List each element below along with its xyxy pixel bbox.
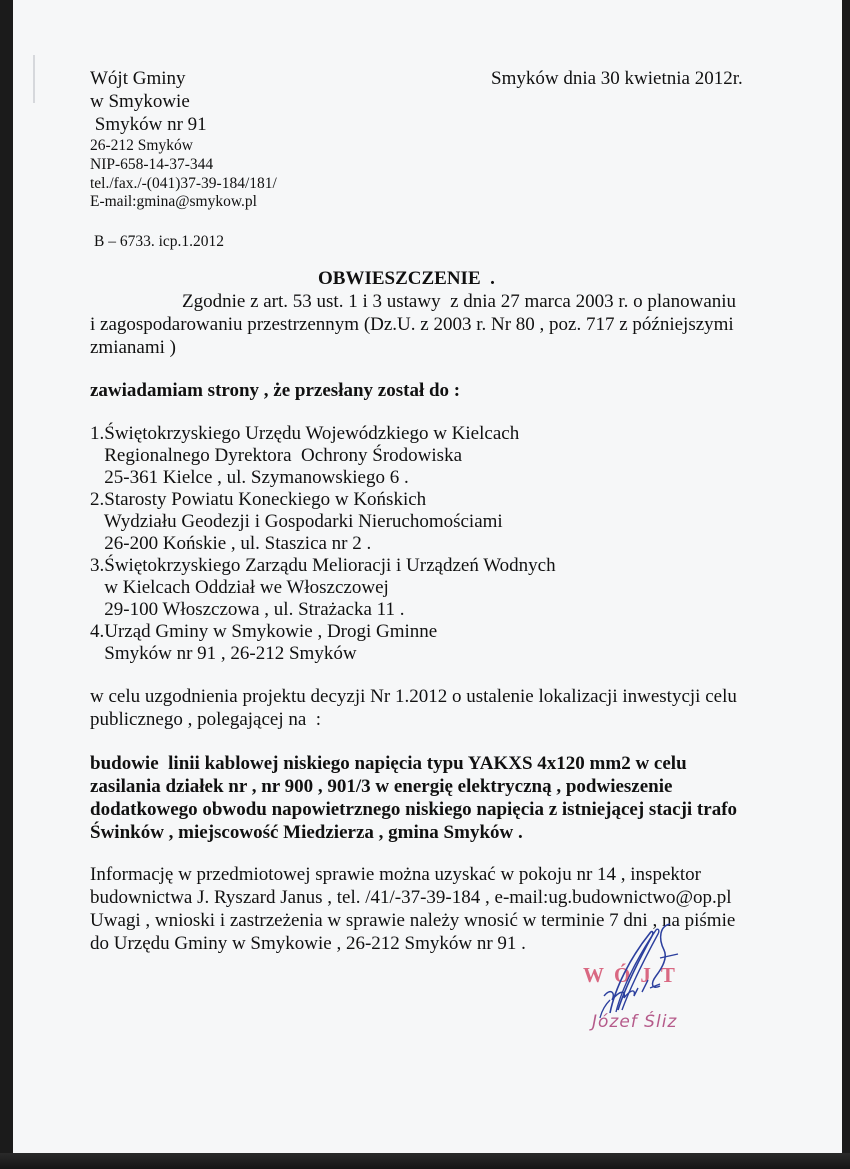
sender-phone: tel./fax./-(041)37-39-184/181/: [90, 175, 277, 192]
place-date: Smyków dnia 30 kwietnia 2012r.: [491, 68, 743, 89]
info-line: do Urzędu Gminy w Smykowie , 26-212 Smyków nr 91 .: [90, 933, 526, 954]
notice-heading: zawiadamiam strony , że przesłany został do :: [90, 380, 461, 401]
recipient-line: w Kielcach Oddział we Włoszczowej: [90, 577, 389, 598]
sender-line-3: Smyków nr 91: [90, 114, 207, 135]
document-title: OBWIESZCZENIE .: [318, 268, 495, 289]
purpose-line-2: publicznego , polegającej na :: [90, 709, 322, 730]
recipient-line: 3.Świętokrzyskiego Zarządu Melioracji i Urządzeń Wodnych: [90, 555, 556, 576]
investment-line: zasilania działek nr , nr 900 , 901/3 w energię elektryczną , podwieszenie: [90, 776, 673, 797]
recipient-line: 2.Starosty Powiatu Koneckiego w Końskich: [90, 489, 427, 510]
scanner-edge: [0, 1153, 850, 1169]
recipient-line: Wydziału Geodezji i Gospodarki Nieruchomościami: [90, 511, 503, 532]
sender-email: E-mail:gmina@smykow.pl: [90, 193, 257, 210]
recipient-line: Smyków nr 91 , 26-212 Smyków: [90, 643, 357, 664]
investment-line: budowie linii kablowej niskiego napięcia typu YAKXS 4x120 mm2 w celu: [90, 753, 687, 774]
signature-icon: [590, 918, 700, 1028]
sender-line-1: Wójt Gminy: [90, 68, 186, 89]
investment-line: dodatkowego obwodu napowietrznego niskiego napięcia z istniejącej stacji trafo: [90, 799, 738, 820]
sender-line-2: w Smykowie: [90, 91, 190, 112]
recipient-line: 1.Świętokrzyskiego Urzędu Wojewódzkiego w Kielcach: [90, 423, 520, 444]
intro-line-3: zmianami ): [90, 337, 176, 358]
info-line: Informację w przedmiotowej sprawie można uzyskać w pokoju nr 14 , inspektor: [90, 864, 701, 885]
recipient-line: 26-200 Końskie , ul. Staszica nr 2 .: [90, 533, 372, 554]
sender-nip: NIP-658-14-37-344: [90, 156, 214, 173]
intro-line-1: Zgodnie z art. 53 ust. 1 i 3 ustawy z dnia 27 marca 2003 r. o planowaniu: [182, 291, 737, 312]
recipient-line: 25-361 Kielce , ul. Szymanowskiego 6 .: [90, 467, 409, 488]
stamp-title: WÓJT: [583, 963, 685, 987]
stamp-name: Józef Śliz: [592, 1012, 678, 1032]
recipient-line: 29-100 Włoszczowa , ul. Strażacka 11 .: [90, 599, 405, 620]
sender-postcode: 26-212 Smyków: [90, 137, 193, 154]
reference-number: B – 6733. icp.1.2012: [94, 233, 225, 250]
info-line: Uwagi , wnioski i zastrzeżenia w sprawie należy wnosić w terminie 7 dni , na piśmie: [90, 910, 736, 931]
purpose-line-1: w celu uzgodnienia projektu decyzji Nr 1.2012 o ustalenie lokalizacji inwestycji celu: [90, 686, 737, 707]
recipient-line: 4.Urząd Gminy w Smykowie , Drogi Gminne: [90, 621, 438, 642]
intro-line-2: i zagospodarowaniu przestrzennym (Dz.U. z 2003 r. Nr 80 , poz. 717 z późniejszymi: [90, 314, 734, 335]
info-line: budownictwa J. Ryszard Janus , tel. /41/-37-39-184 , e-mail:ug.budownictwo@op.pl: [90, 887, 732, 908]
investment-line: Świnków , miejscowość Miedzierza , gmina Smyków .: [90, 822, 523, 843]
margin-mark: [33, 55, 35, 103]
recipient-line: Regionalnego Dyrektora Ochrony Środowiska: [90, 445, 463, 466]
